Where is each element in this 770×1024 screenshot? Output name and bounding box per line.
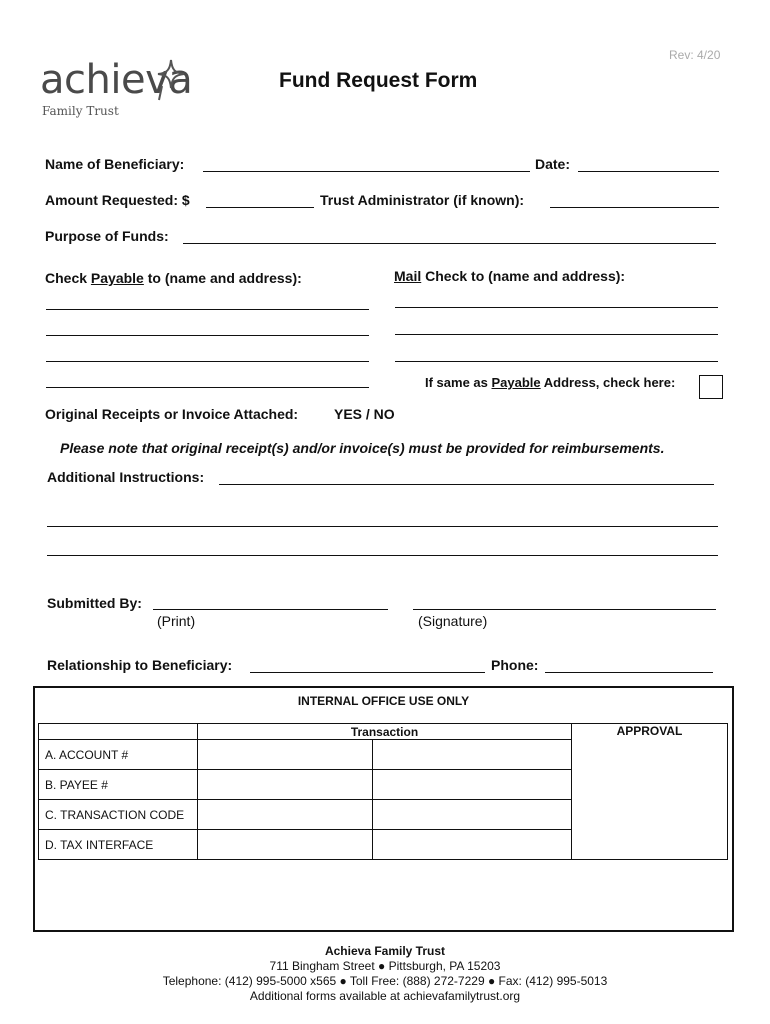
receipts-note: Please note that original receipt(s) and/or invoice(s) must be provided for reimbursements. — [60, 440, 665, 456]
office-table — [38, 723, 728, 860]
table-row-label: A. ACCOUNT # — [39, 740, 198, 770]
payable-address-line-4[interactable] — [46, 387, 369, 388]
additional-field-3[interactable] — [47, 555, 718, 556]
approval-header: APPROVAL — [616, 724, 683, 738]
date-field[interactable] — [578, 171, 719, 172]
transaction-code-cell-2[interactable] — [373, 800, 572, 830]
payable-address-line-2[interactable] — [46, 335, 369, 336]
submitted-signature-field[interactable] — [413, 609, 716, 610]
transaction-header: Transaction — [198, 724, 572, 740]
revision-label: Rev: 4/20 — [669, 48, 721, 62]
submitted-label: Submitted By: — [47, 595, 142, 611]
payable-address-line-1[interactable] — [46, 309, 369, 310]
phone-label: Phone: — [491, 657, 539, 673]
beneficiary-label: Name of Beneficiary: — [45, 156, 185, 172]
logo-wordmark: achieva — [40, 57, 193, 103]
mail-address-line-2[interactable] — [395, 334, 718, 335]
account-cell-1[interactable] — [198, 740, 373, 770]
payable-address-line-3[interactable] — [46, 361, 369, 362]
relationship-field[interactable] — [250, 672, 485, 673]
footer-link[interactable]: Additional forms available at achievafamilytrust.org — [249, 989, 521, 1003]
account-cell-2[interactable] — [373, 740, 572, 770]
signature-caption: (Signature) — [418, 613, 488, 629]
footer-phones: Telephone: (412) 995-5000 x565 ● Toll Free: (888) 272-7229 ● Fax: (412) 995-5013 — [162, 974, 608, 988]
mail-address-line-1[interactable] — [395, 307, 718, 308]
mail-check-label: Mail Check to (name and address): — [394, 268, 626, 284]
trust-admin-label: Trust Administrator (if known): — [320, 192, 525, 208]
transaction-code-cell-1[interactable] — [198, 800, 373, 830]
payee-cell-2[interactable] — [373, 770, 572, 800]
logo-subtitle: Family Trust — [42, 104, 119, 118]
additional-field-1[interactable] — [219, 484, 714, 485]
purpose-label: Purpose of Funds: — [45, 228, 169, 244]
table-row-label: D. TAX INTERFACE — [39, 830, 198, 860]
additional-label: Additional Instructions: — [47, 469, 205, 485]
print-caption: (Print) — [157, 613, 196, 629]
payee-cell-1[interactable] — [198, 770, 373, 800]
same-address-label: If same as Payable Address, check here: — [425, 375, 676, 390]
trust-admin-field[interactable] — [550, 207, 719, 208]
same-address-checkbox[interactable] — [699, 375, 723, 399]
page-title: Fund Request Form — [279, 69, 478, 92]
submitted-print-field[interactable] — [153, 609, 388, 610]
footer-org: Achieva Family Trust — [324, 944, 446, 958]
tax-interface-cell-1[interactable] — [198, 830, 373, 860]
purpose-field[interactable] — [183, 243, 716, 244]
date-label: Date: — [535, 156, 571, 172]
check-payable-label: Check Payable to (name and address): — [45, 270, 302, 286]
receipts-label: Original Receipts or Invoice Attached: — [45, 406, 299, 422]
mail-address-line-3[interactable] — [395, 361, 718, 362]
yes-no-option[interactable]: YES / NO — [334, 406, 395, 422]
phone-field[interactable] — [545, 672, 713, 673]
amount-field[interactable] — [206, 207, 314, 208]
amount-label: Amount Requested: $ — [45, 192, 190, 208]
additional-field-2[interactable] — [47, 526, 718, 527]
beneficiary-field[interactable] — [203, 171, 530, 172]
tax-interface-cell-2[interactable] — [373, 830, 572, 860]
office-title: INTERNAL OFFICE USE ONLY — [297, 694, 470, 708]
table-row-label: C. TRANSACTION CODE — [39, 800, 198, 830]
relationship-label: Relationship to Beneficiary: — [47, 657, 233, 673]
table-row-label: B. PAYEE # — [39, 770, 198, 800]
sparkle-icon — [156, 58, 186, 102]
approval-cell[interactable] — [572, 724, 728, 860]
internal-office-box — [33, 686, 734, 932]
footer-address: 711 Bingham Street ● Pittsburgh, PA 15203 — [269, 959, 501, 973]
blank-header — [39, 724, 198, 740]
